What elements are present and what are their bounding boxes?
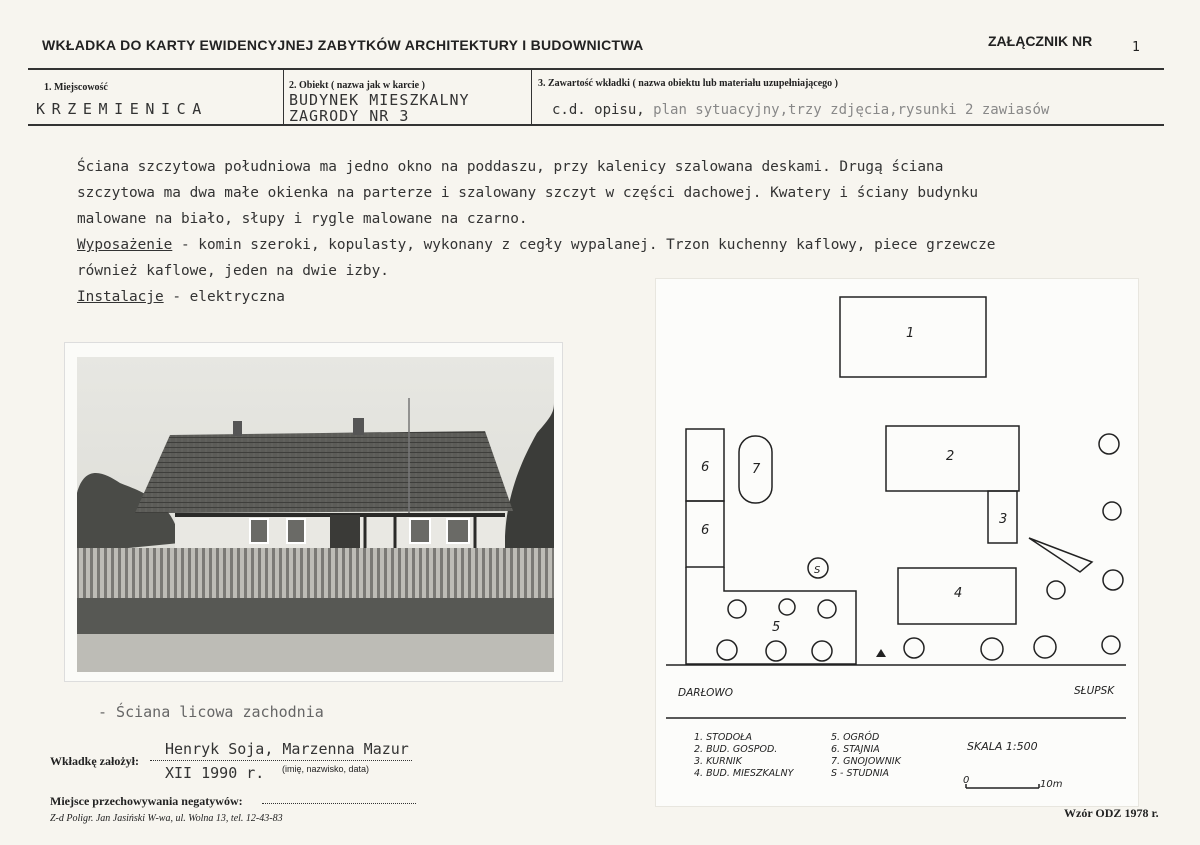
object-label: 2. Obiekt ( nazwa jak w karcie )	[289, 80, 425, 91]
road-label-right: SŁUPSK	[1074, 685, 1115, 697]
site-plan	[656, 279, 1138, 806]
form-title: WKŁADKA DO KARTY EWIDENCYJNEJ ZABYTKÓW ARCHITEKTURY I BUDOWNICTWA	[42, 37, 644, 53]
object-value-line1: BUDYNEK MIESZKALNY	[289, 91, 470, 109]
scale-zero: 0	[963, 775, 970, 786]
header-rule-bottom	[28, 124, 1164, 126]
tree	[981, 638, 1003, 660]
road	[77, 634, 554, 672]
tree	[1103, 570, 1123, 590]
install-text: - elektryczna	[172, 289, 285, 305]
window-2	[287, 519, 305, 543]
building-label-1: 1	[906, 326, 915, 341]
window-1	[250, 519, 268, 543]
object-value-line2: ZAGRODY NR 3	[289, 107, 410, 125]
tree	[818, 600, 836, 618]
annex-number: 1	[1132, 40, 1140, 55]
site-plan-sheet	[655, 278, 1139, 807]
legend-6: 6. STAJNIA	[831, 744, 880, 755]
building-label-2: 2	[946, 449, 955, 464]
well-label: S	[814, 565, 821, 576]
field-divider-1	[283, 70, 284, 126]
content-value-b: plan sytuacyjny,trzy zdjęcia,rysunki 2 zawiasów	[653, 102, 1050, 118]
description-line-2: szczytowa ma dwa małe okienka na parterze i szalowany szczyt w części dachowej. Kwatery i ściany budynku	[77, 185, 979, 201]
building-label-4: 4	[954, 586, 963, 601]
founder-dotted-line	[150, 760, 412, 761]
building-label-7: 7	[752, 462, 761, 477]
install-heading: Instalacje	[77, 289, 164, 305]
window-3	[410, 519, 430, 543]
tree	[779, 599, 795, 615]
tree	[904, 638, 924, 658]
field-divider-2	[531, 70, 532, 126]
legend-s: S - STUDNIA	[831, 768, 890, 779]
building-label-3: 3	[999, 512, 1008, 527]
garden-5	[686, 567, 856, 664]
tree	[1099, 434, 1119, 454]
legend-1: 1. STODOŁA	[694, 732, 753, 743]
founder-value: Henryk Soja, Marzenna Mazur	[165, 740, 409, 758]
negatives-label: Miejsce przechowywania negatywów:	[50, 794, 243, 808]
legend-2: 2. BUD. GOSPOD.	[694, 744, 778, 755]
tree	[766, 641, 786, 661]
photo-caption: - Ściana licowa zachodnia	[98, 703, 324, 721]
grass-verge	[77, 598, 554, 636]
scale-ten: 10m	[1040, 779, 1063, 790]
annex-label: ZAŁĄCZNIK NR	[988, 33, 1093, 49]
header-rule-top	[28, 68, 1164, 70]
locality-value: KRZEMIENICA	[36, 100, 208, 118]
printer-imprint: Z-d Poligr. Jan Jasiński W-wa, ul. Wolna 13, tel. 12-43-83	[50, 813, 283, 824]
photo-mount	[64, 342, 563, 682]
garden-label-5: 5	[772, 620, 781, 635]
house-photo	[65, 343, 562, 681]
date-hint: (imię, nazwisko, data)	[282, 764, 370, 774]
tree	[812, 641, 832, 661]
equipment-line-2: również kaflowe, jeden na dwie izby.	[77, 263, 389, 279]
negatives-dotted-line	[262, 803, 416, 804]
description-line-3: malowane na biało, słupy i rygle malowane na czarno.	[77, 211, 528, 227]
chimney-right	[353, 418, 364, 435]
house-roof	[135, 431, 513, 513]
legend-4: 4. BUD. MIESZKALNY	[694, 768, 794, 779]
legend-3: 3. KURNIK	[694, 756, 742, 767]
founder-label: Wkładkę założył:	[50, 754, 139, 768]
content-label: 3. Zawartość wkładki ( nazwa obiektu lub materiału uzupełniającego )	[538, 78, 839, 89]
content-value	[552, 102, 1049, 118]
tree	[728, 600, 746, 618]
date-value: XII 1990 r.	[165, 764, 265, 782]
scale-bar	[966, 784, 1039, 788]
entrance-marker	[876, 649, 886, 657]
tree	[1034, 636, 1056, 658]
window-4	[447, 519, 469, 543]
tree	[1102, 636, 1120, 654]
equipment-heading: Wyposażenie	[77, 237, 173, 253]
building-label-6b: 6	[701, 523, 710, 538]
scale-label: SKALA 1:500	[967, 740, 1038, 753]
equipment-text: - komin szeroki, kopulasty, wykonany z cegły wypalanej. Trzon kuchenny kaflowy, piece grzewcze	[180, 237, 996, 253]
legend-7: 7. GNOJOWNIK	[831, 756, 901, 767]
description-line-1: Ściana szczytowa południowa ma jedno okno na poddaszu, przy kalenicy szalowana deskami. Drugą ściana	[77, 159, 944, 175]
picket-fence	[77, 548, 554, 600]
chimney-left	[233, 421, 242, 436]
legend-5: 5. OGRÓD	[831, 732, 880, 743]
equipment-paragraph	[77, 232, 1157, 258]
road-label-left: DARŁOWO	[678, 687, 734, 699]
form-model: Wzór ODZ 1978 r.	[1064, 806, 1159, 820]
tree	[1047, 581, 1065, 599]
tree	[1103, 502, 1121, 520]
content-value-a: c.d. opisu,	[552, 102, 645, 118]
locality-label: 1. Miejscowość	[44, 82, 108, 93]
tree	[717, 640, 737, 660]
north-arrow	[1029, 538, 1092, 572]
building-label-6a: 6	[701, 460, 710, 475]
